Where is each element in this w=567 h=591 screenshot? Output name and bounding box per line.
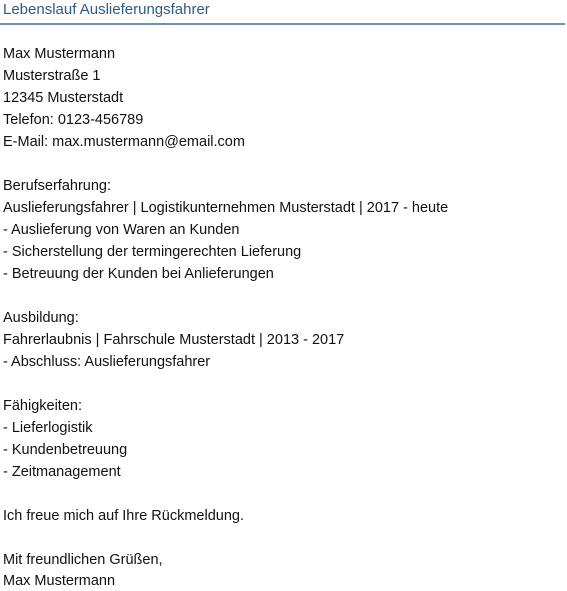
experience-item: - Betreuung der Kunden bei Anlieferungen: [3, 266, 274, 282]
contact-email: E-Mail: max.mustermann@email.com: [3, 134, 245, 150]
education-heading: Ausbildung:: [3, 310, 79, 326]
experience-item: - Sicherstellung der termingerechten Lieferung: [3, 244, 302, 260]
signoff-text: Mit freundlichen Grüßen,: [3, 552, 163, 568]
education-entry: Fahrerlaubnis | Fahrschule Musterstadt | 2013 - 2017: [3, 332, 345, 348]
document-title: Lebenslauf Auslieferungsfahrer: [3, 1, 210, 18]
contact-city: 12345 Musterstadt: [3, 90, 124, 106]
contact-name: Max Mustermann: [3, 46, 116, 62]
skill-item: - Kundenbetreuung: [3, 442, 128, 458]
skill-item: - Lieferlogistik: [3, 420, 93, 436]
contact-street: Musterstraße 1: [3, 68, 101, 84]
skills-heading: Fähigkeiten:: [3, 398, 82, 414]
experience-item: - Auslieferung von Waren an Kunden: [3, 222, 240, 238]
signature-name: Max Mustermann: [3, 573, 116, 589]
education-item: - Abschluss: Auslieferungsfahrer: [3, 354, 211, 370]
experience-heading: Berufserfahrung:: [3, 178, 112, 194]
experience-position: Auslieferungsfahrer | Logistikunternehmen Musterstadt | 2017 - heute: [3, 200, 449, 216]
closing-sentence: Ich freue mich auf Ihre Rückmeldung.: [3, 508, 244, 524]
skill-item: - Zeitmanagement: [3, 464, 121, 480]
title-divider: [0, 23, 565, 25]
contact-phone: Telefon: 0123-456789: [3, 112, 144, 128]
